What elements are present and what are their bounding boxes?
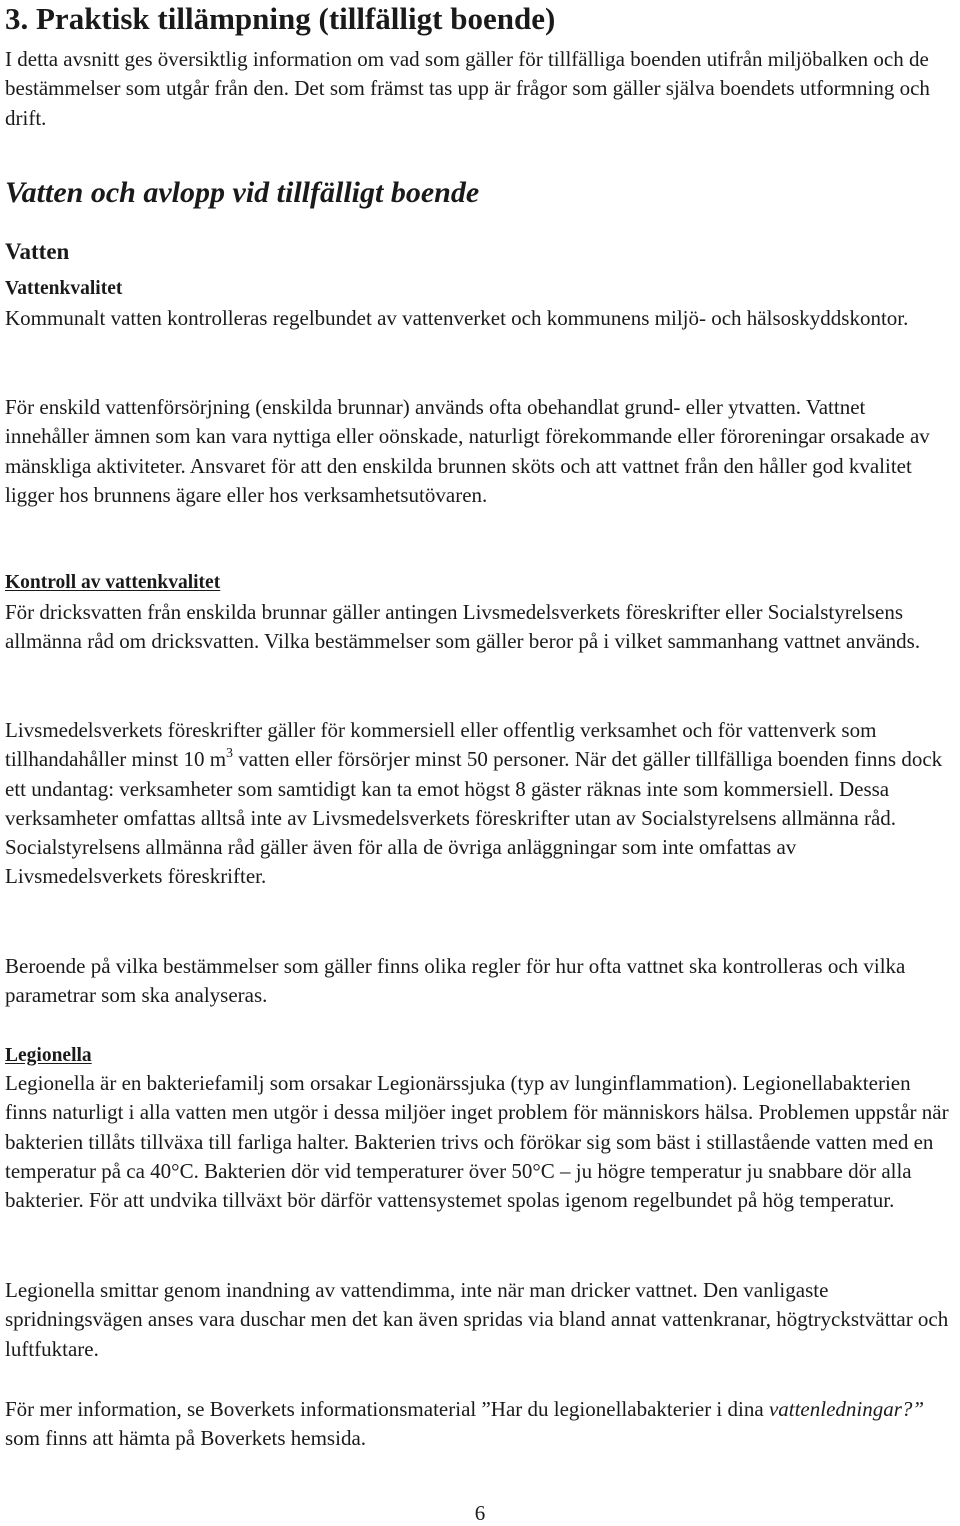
legionella-p3-text-b: som finns att hämta på Boverkets hemsida.: [5, 1426, 367, 1451]
cubic-superscript: 3: [226, 746, 234, 762]
vattenkvalitet-paragraph-1: Kommunalt vatten kontrolleras regelbundet av vattenverket och kommunens miljö- och hälsoskyddskontor.: [5, 306, 909, 330]
legionella-p3-italic: vattenledningar?”: [768, 1397, 925, 1421]
page-number: 6: [474, 1501, 486, 1525]
kontroll-paragraph-3: Beroende på vilka bestämmelser som gäller finns olika regler för hur ofta vattnet ska kontrolleras och vilka parametrar som ska analyseras.: [5, 954, 906, 1008]
legionella-paragraph-2: Legionella smittar genom inandning av vattendimma, inte när man dricker vattnet. Den vanligaste spridningsvägen anses vara duschar men det kan även spridas via bland annat vattenkranar, högtryckstvättar och luftfuktare.: [5, 1278, 949, 1361]
kontroll-paragraph-2: [5, 716, 950, 892]
legionella-paragraph-3: [5, 1395, 950, 1454]
legionella-p3-text-a: För mer information, se Boverkets informationsmaterial ”Har du legionellabakterier i dina: [5, 1397, 769, 1421]
kontroll-paragraph-1: För dricksvatten från enskilda brunnar gäller antingen Livsmedelsverkets föreskrifter eller Socialstyrelsens allmänna råd om dricksvatten. Vilka bestämmelser som gäller beror på i vilket sammanhang vattnet används.: [5, 600, 921, 654]
chapter-title: 3. Praktisk tillämpning (tillfälligt boende): [5, 1, 556, 36]
legionella-heading: Legionella: [5, 1045, 92, 1066]
vattenkvalitet-paragraph-2: För enskild vattenförsörjning (enskilda brunnar) används ofta obehandlat grund- eller ytvatten. Vattnet innehåller ämnen som kan vara nyttiga eller oönskade, naturligt förekommande eller föroreningar orsakade av mänskliga aktiviteter. Ansvaret för att den enskilda brunnen sköts och att vattnet från den håller god kvalitet ligger hos brunnens ägare eller hos verksamhetsutövaren.: [5, 395, 930, 507]
section-title: Vatten och avlopp vid tillfälligt boende: [5, 176, 480, 209]
kontroll-p2-text-b: vatten eller försörjer minst 50 personer. När det gäller tillfälliga boenden finns dock ett undantag: verksamheter som samtidigt kan ta emot högst 8 gäster räknas inte som kommersiell. Dessa verksamheter omfattas alltså inte av Livsmedelsverkets föreskrifter utan av Socialstyrelsens allmänna råd. Socialstyrelsens allmänna råd gäller även för alla de övriga anläggningar som inte omfattas av Livsmedelsverkets föreskrifter.: [5, 747, 943, 889]
subsection-title: Vatten: [5, 239, 70, 264]
legionella-paragraph-1: Legionella är en bakteriefamilj som orsakar Legionärssjuka (typ av lunginflammation). Legionellabakterien finns naturligt i alla vatten men utgör i dessa miljöer inget problem för människors hälsa. Problemen uppstår när bakterien tillåts tillväxa till farliga halter. Bakterien trivs och förökar sig som bäst i stillastående vatten med en temperatur på ca 40°C. Bakterien dör vid temperaturer över 50°C – ju högre temperatur ju snabbare dör alla bakterier. För att undvika tillväxt bör därför vattensystemet spolas igenom regelbundet på hög temperatur.: [5, 1071, 949, 1213]
kontroll-p2-text-a: Livsmedelsverkets föreskrifter gäller för kommersiell eller offentlig verksamhet och för vattenverk som tillhandahåller minst 10 m: [5, 718, 877, 772]
vattenkvalitet-heading: Vattenkvalitet: [5, 278, 123, 299]
kontroll-heading: Kontroll av vattenkvalitet: [5, 572, 221, 593]
intro-paragraph: I detta avsnitt ges översiktlig information om vad som gäller för tillfälliga boenden utifrån miljöbalken och de bestämmelser som utgår från den. Det som främst tas upp är frågor som gäller själva boendets utformning och drift.: [5, 47, 930, 130]
